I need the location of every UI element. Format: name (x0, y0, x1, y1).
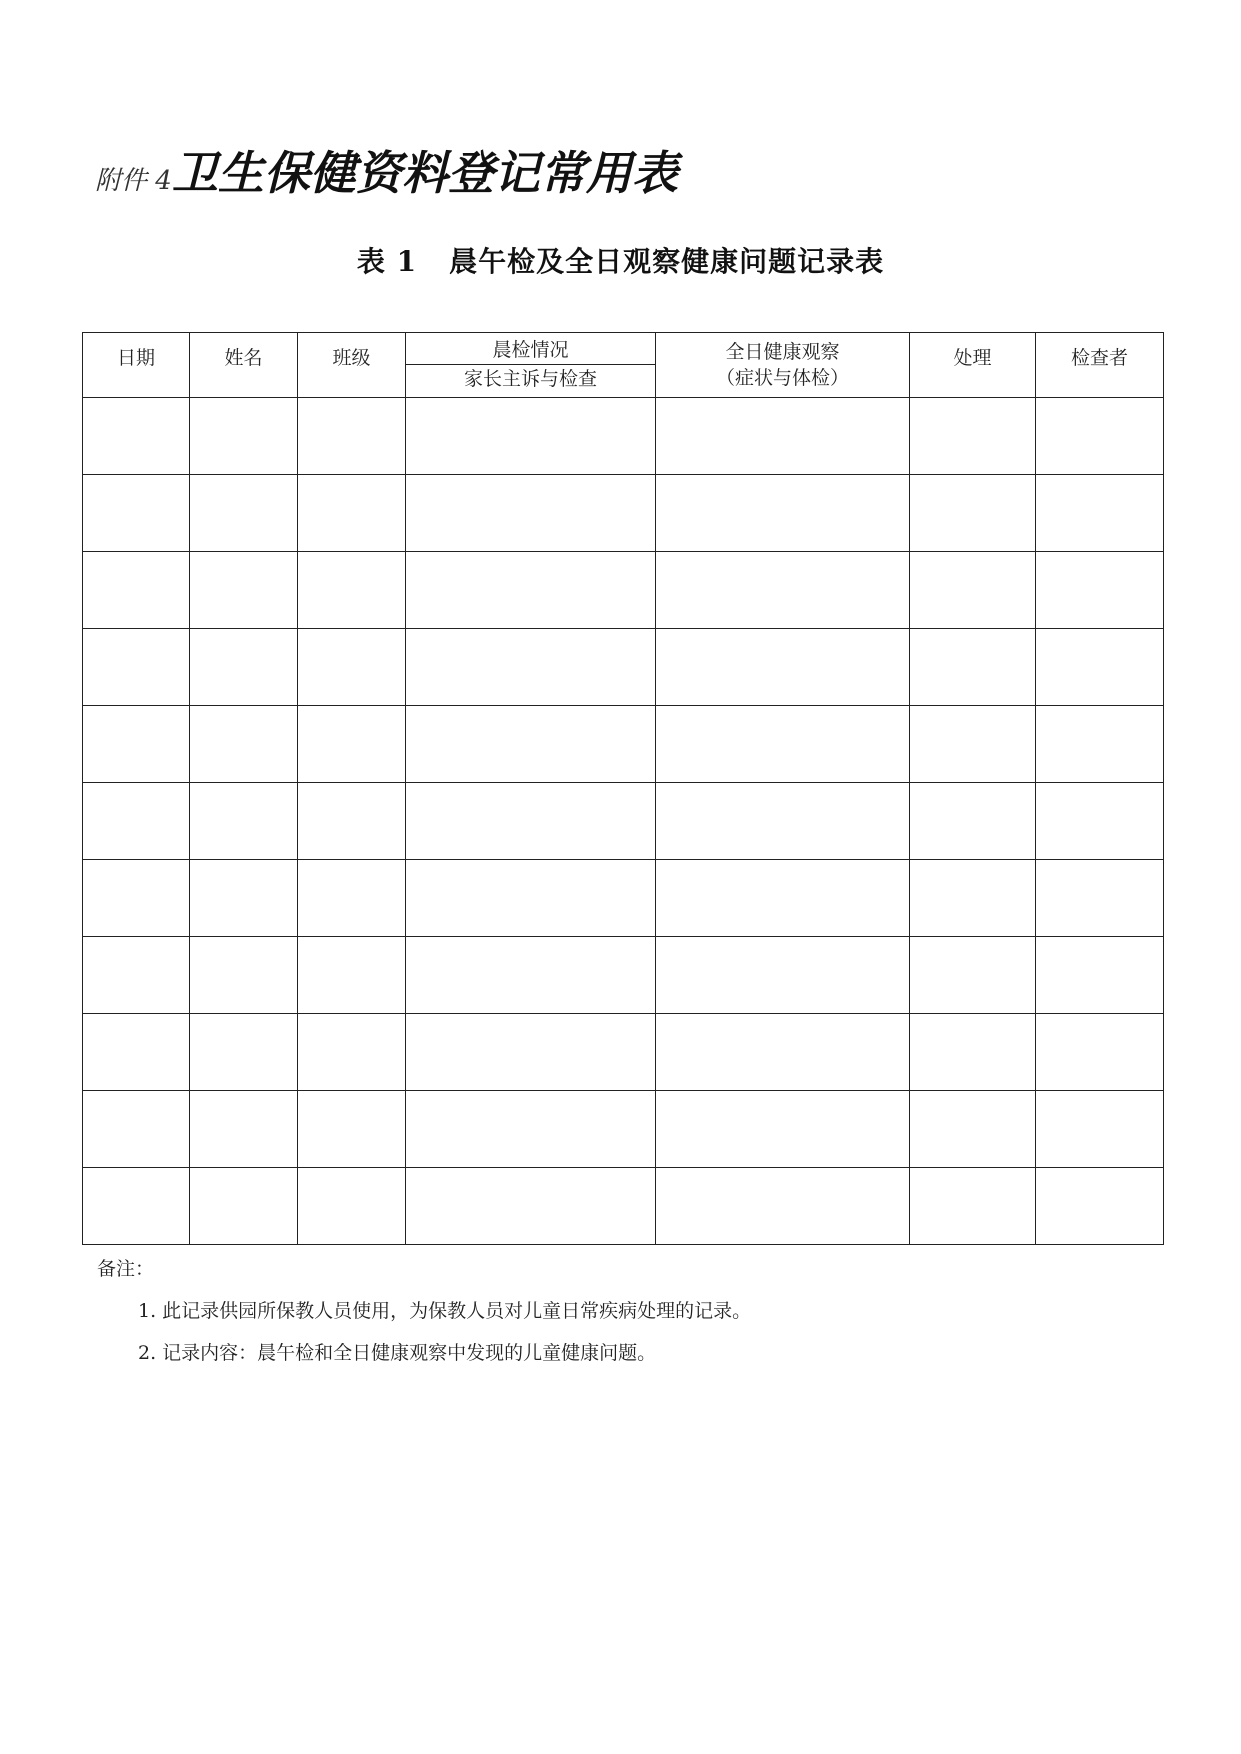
table-body (83, 398, 1164, 1245)
cell-date[interactable] (83, 860, 190, 937)
cell-name[interactable] (190, 475, 298, 552)
cell-inspector[interactable] (1036, 1014, 1164, 1091)
morning-check-sublabel: 家长主诉与检查 (463, 368, 597, 390)
cell-treatment[interactable] (910, 783, 1036, 860)
column-header-inspector: 检查者 (1036, 333, 1164, 398)
daily-observation-sublabel: （症状与体检） (715, 367, 849, 389)
cell-date[interactable] (83, 398, 190, 475)
column-header-name: 姓名 (190, 333, 298, 398)
cell-class[interactable] (298, 1091, 406, 1168)
cell-morning-check[interactable] (406, 1091, 656, 1168)
cell-daily-observation[interactable] (656, 1014, 910, 1091)
cell-class[interactable] (298, 398, 406, 475)
cell-morning-check[interactable] (406, 706, 656, 783)
cell-daily-observation[interactable] (656, 552, 910, 629)
note-item-1: 1. 此记录供园所保教人员使用，为保教人员对儿童日常疾病处理的记录。 (138, 1300, 752, 1322)
column-header-daily-observation (656, 333, 910, 398)
cell-inspector[interactable] (1036, 398, 1164, 475)
table-row (83, 1168, 1164, 1245)
note-item-2: 2. 记录内容：晨午检和全日健康观察中发现的儿童健康问题。 (138, 1342, 657, 1364)
table-row (83, 860, 1164, 937)
table-row (83, 398, 1164, 475)
cell-inspector[interactable] (1036, 706, 1164, 783)
health-record-table (82, 332, 1164, 1245)
morning-check-label: 晨检情况 (406, 337, 655, 365)
cell-morning-check[interactable] (406, 1168, 656, 1245)
cell-class[interactable] (298, 1014, 406, 1091)
cell-name[interactable] (190, 1091, 298, 1168)
column-header-treatment: 处理 (910, 333, 1036, 398)
cell-inspector[interactable] (1036, 1091, 1164, 1168)
table-header-row (83, 333, 1164, 398)
cell-treatment[interactable] (910, 475, 1036, 552)
cell-daily-observation[interactable] (656, 783, 910, 860)
cell-morning-check[interactable] (406, 552, 656, 629)
attachment-label: 附件 4 (95, 166, 172, 196)
page-title: 卫生保健资料登记常用表 (171, 146, 678, 200)
table-row (83, 1091, 1164, 1168)
table-row (83, 937, 1164, 1014)
table-row (83, 552, 1164, 629)
cell-class[interactable] (298, 937, 406, 1014)
column-header-morning-check (406, 333, 656, 398)
cell-date[interactable] (83, 1168, 190, 1245)
cell-daily-observation[interactable] (656, 937, 910, 1014)
cell-inspector[interactable] (1036, 783, 1164, 860)
cell-name[interactable] (190, 783, 298, 860)
cell-class[interactable] (298, 552, 406, 629)
cell-morning-check[interactable] (406, 937, 656, 1014)
cell-treatment[interactable] (910, 1014, 1036, 1091)
cell-morning-check[interactable] (406, 860, 656, 937)
cell-class[interactable] (298, 629, 406, 706)
table-row (83, 706, 1164, 783)
cell-class[interactable] (298, 1168, 406, 1245)
cell-name[interactable] (190, 1168, 298, 1245)
cell-name[interactable] (190, 398, 298, 475)
cell-date[interactable] (83, 552, 190, 629)
cell-daily-observation[interactable] (656, 1168, 910, 1245)
cell-inspector[interactable] (1036, 629, 1164, 706)
cell-class[interactable] (298, 783, 406, 860)
cell-treatment[interactable] (910, 1091, 1036, 1168)
cell-inspector[interactable] (1036, 1168, 1164, 1245)
cell-name[interactable] (190, 629, 298, 706)
cell-name[interactable] (190, 552, 298, 629)
cell-morning-check[interactable] (406, 783, 656, 860)
column-header-date: 日期 (83, 333, 190, 398)
table-row (83, 629, 1164, 706)
cell-treatment[interactable] (910, 937, 1036, 1014)
cell-daily-observation[interactable] (656, 475, 910, 552)
cell-morning-check[interactable] (406, 475, 656, 552)
cell-treatment[interactable] (910, 398, 1036, 475)
cell-daily-observation[interactable] (656, 398, 910, 475)
cell-date[interactable] (83, 783, 190, 860)
cell-morning-check[interactable] (406, 1014, 656, 1091)
cell-class[interactable] (298, 860, 406, 937)
cell-date[interactable] (83, 475, 190, 552)
table-number: 表 1 (356, 245, 418, 278)
cell-daily-observation[interactable] (656, 629, 910, 706)
cell-inspector[interactable] (1036, 552, 1164, 629)
cell-name[interactable] (190, 860, 298, 937)
cell-class[interactable] (298, 475, 406, 552)
table-name: 晨午检及全日观察健康问题记录表 (449, 245, 885, 278)
cell-inspector[interactable] (1036, 860, 1164, 937)
cell-daily-observation[interactable] (656, 1091, 910, 1168)
cell-treatment[interactable] (910, 552, 1036, 629)
cell-date[interactable] (83, 1014, 190, 1091)
cell-date[interactable] (83, 629, 190, 706)
cell-inspector[interactable] (1036, 475, 1164, 552)
cell-treatment[interactable] (910, 629, 1036, 706)
daily-observation-label: 全日健康观察 (725, 341, 840, 363)
cell-class[interactable] (298, 706, 406, 783)
column-header-class: 班级 (298, 333, 406, 398)
cell-date[interactable] (83, 1091, 190, 1168)
cell-treatment[interactable] (910, 1168, 1036, 1245)
cell-morning-check[interactable] (406, 398, 656, 475)
cell-inspector[interactable] (1036, 937, 1164, 1014)
cell-name[interactable] (190, 937, 298, 1014)
cell-daily-observation[interactable] (656, 860, 910, 937)
cell-date[interactable] (83, 706, 190, 783)
cell-morning-check[interactable] (406, 629, 656, 706)
table-row (83, 783, 1164, 860)
page-heading (95, 146, 678, 214)
cell-name[interactable] (190, 1014, 298, 1091)
cell-date[interactable] (83, 937, 190, 1014)
cell-treatment[interactable] (910, 860, 1036, 937)
cell-treatment[interactable] (910, 706, 1036, 783)
table-row (83, 1014, 1164, 1091)
cell-name[interactable] (190, 706, 298, 783)
notes-title: 备注： (97, 1258, 155, 1280)
table-title (0, 240, 1241, 280)
cell-daily-observation[interactable] (656, 706, 910, 783)
table-row (83, 475, 1164, 552)
